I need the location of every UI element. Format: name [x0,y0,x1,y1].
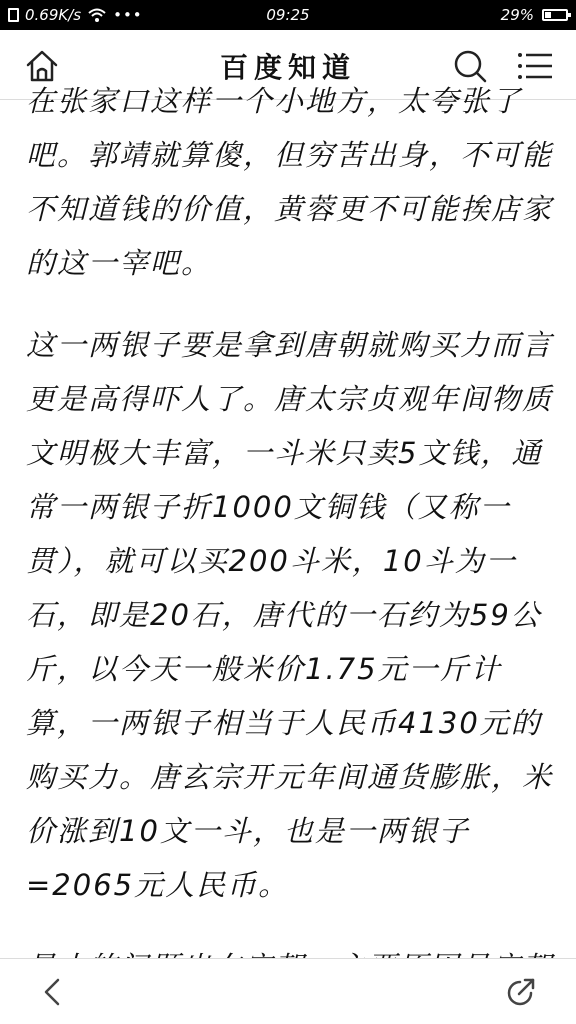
paragraph-gap [26,290,556,318]
status-time: 09:25 [266,6,310,24]
more-dots-icon: ••• [113,6,143,24]
article-paragraph: 在张家口这样一个小地方，太夸张了吧。郭靖就算傻，但穷苦出身，不可能不知道钱的价值，黄蓉更不可能挨店家的这一宰吧。 [26,84,554,280]
status-bar [0,0,576,30]
net-speed: 0.69K/s [25,6,82,24]
battery-percent: 29% [500,6,534,24]
battery-icon [542,9,568,21]
bottom-toolbar [0,958,576,1024]
article-content[interactable] [26,84,556,958]
share-icon[interactable] [505,976,537,1008]
page-title: 百度知道 [219,51,356,84]
back-arrow-icon[interactable] [38,977,68,1007]
battery-fill [545,12,551,18]
article-paragraph: 这一两银子要是拿到唐朝就购买力而言更是高得吓人了。唐太宗贞观年间物质文明极大丰富，一斗米只卖5文钱，通常一两银子折1000文铜钱（又称一贯），就可以买200斗米，10斗为一石，即是20石，唐代的一石约为59公斤，以今天一般米价1.75元一斤计算，一两银子相当于人民币4130元的购买力。唐玄宗开元年间通货膨胀，米价涨到10文一斗，也是一两银子=2065元人民币。 [26,328,554,902]
status-right [501,6,568,24]
paragraph-gap [26,912,556,940]
